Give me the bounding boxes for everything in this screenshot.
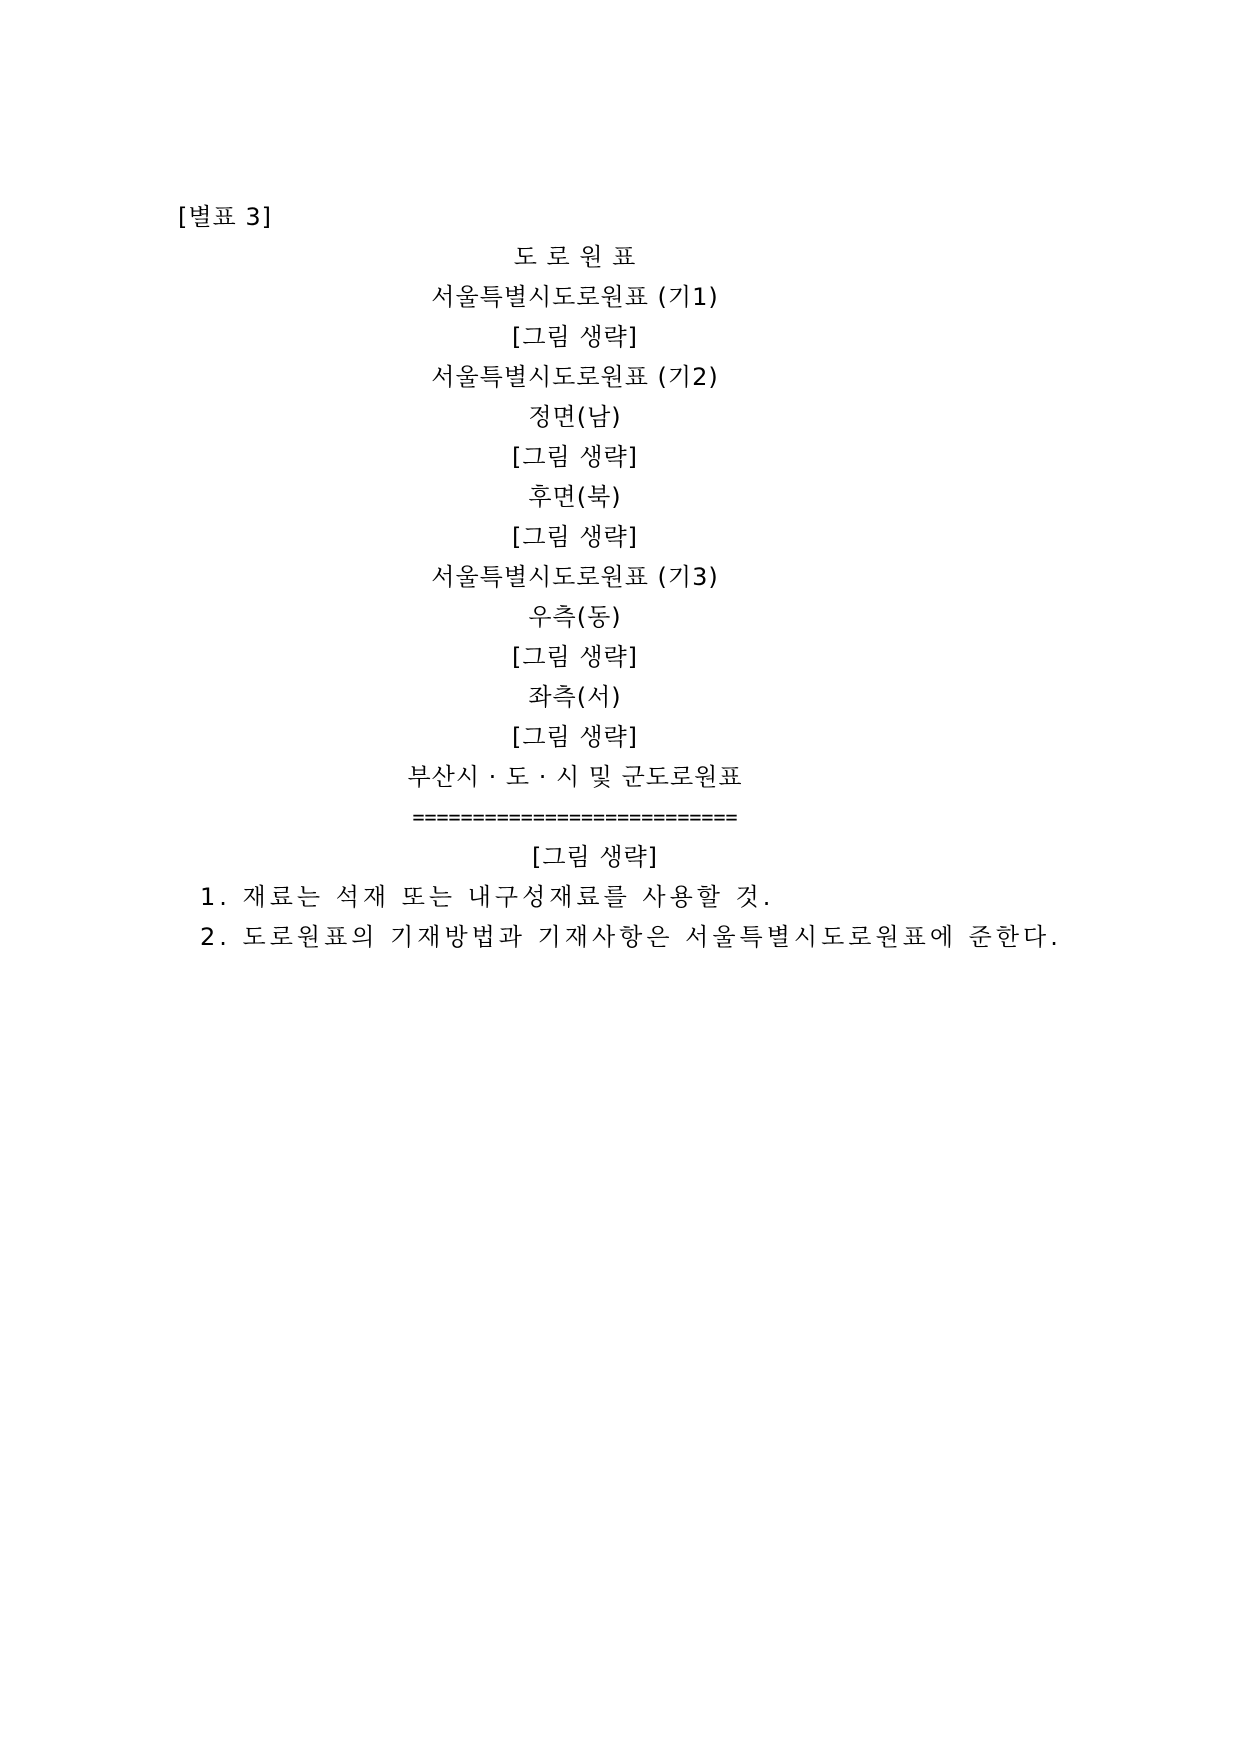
figure-omitted-note: [그림 생략] bbox=[511, 643, 639, 671]
note-item: 1. 재료는 석재 또는 내구성재료를 사용할 것. bbox=[200, 883, 775, 911]
section-heading: 서울특별시도로원표 (기1) bbox=[431, 283, 719, 311]
document-title: 도 로 원 표 bbox=[513, 243, 637, 271]
figure-omitted-note: [그림 생략] bbox=[511, 323, 639, 351]
figure-omitted-note: [그림 생략] bbox=[531, 843, 659, 871]
appendix-label: [별표 3] bbox=[178, 203, 272, 231]
view-label: 후면(북) bbox=[528, 483, 622, 511]
figure-omitted-note: [그림 생략] bbox=[511, 443, 639, 471]
section-heading: 부산시 · 도 · 시 및 군도로원표 bbox=[407, 763, 743, 791]
view-label: 정면(남) bbox=[528, 403, 622, 431]
figure-omitted-note: [그림 생략] bbox=[511, 523, 639, 551]
section-heading: 서울특별시도로원표 (기3) bbox=[431, 563, 719, 591]
separator-line: =========================== bbox=[412, 805, 738, 829]
figure-omitted-note: [그림 생략] bbox=[511, 723, 639, 751]
section-heading: 서울특별시도로원표 (기2) bbox=[431, 363, 719, 391]
note-item: 2. 도로원표의 기재방법과 기재사항은 서울특별시도로원표에 준한다. bbox=[200, 923, 1062, 951]
view-label: 우측(동) bbox=[528, 603, 622, 631]
view-label: 좌측(서) bbox=[528, 683, 622, 711]
